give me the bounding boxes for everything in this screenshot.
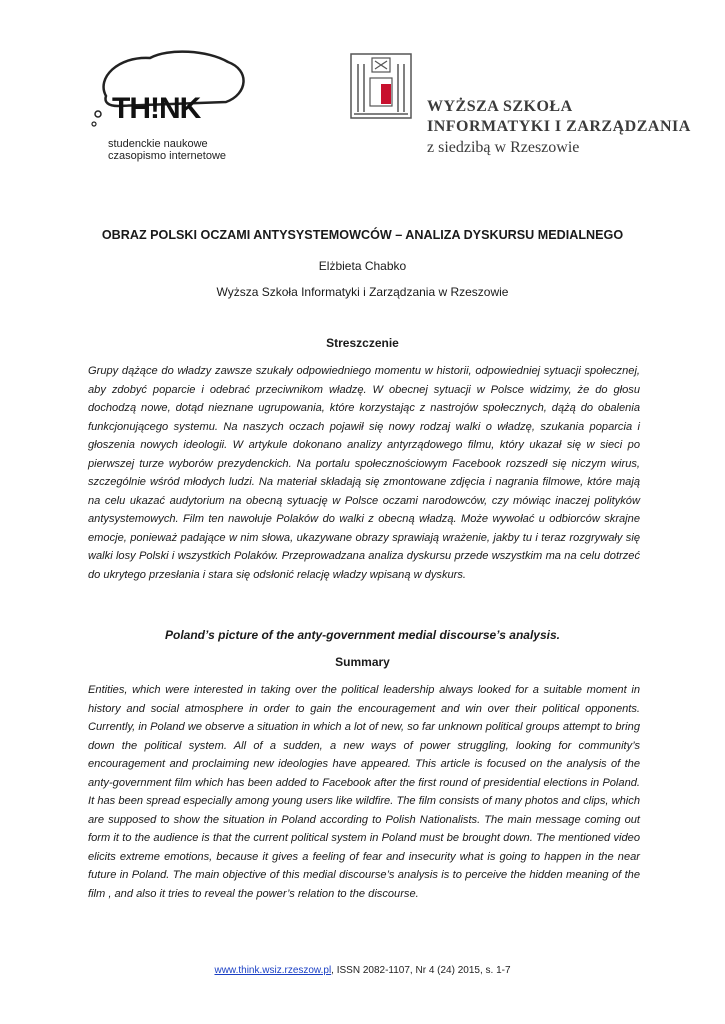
- paper-author: Elżbieta Chabko: [318, 259, 407, 273]
- wsiz-name-line-2: INFORMATYKI I ZARZĄDZANIA: [427, 118, 691, 135]
- citation-text: , ISSN 2082-1107, Nr 4 (24) 2015, s. 1-7: [331, 965, 511, 976]
- page-footer: [0, 965, 725, 976]
- think-logo-subtitle-1: studenckie naukowe: [108, 138, 208, 150]
- think-logo-title: TH!NK: [112, 92, 201, 125]
- journal-link[interactable]: www.think.wsiz.rzeszow.pl: [214, 965, 332, 976]
- wsiz-name-line-3: z siedzibą w Rzeszowie: [427, 139, 580, 156]
- paper-title: OBRAZ POLSKI OCZAMI ANTYSYSTEMOWCÓW – ANALIZA DYSKURSU MEDIALNEGO: [101, 228, 624, 242]
- abstract-pl-text: Grupy dążące do władzy zawsze szukały odpowiedniego momentu w historii, odpowiedniej sytuacji społecznej, aby zdobyć poparcie i odebrać przeciwnikom władzę. W obecnej sytuacji w Polsce widzimy, że do głosu dochodzą nowe, dotąd nieznane ugrupowania, które korzystając z nastrojów społecznych, dążą do obalenia funkcjonującego systemu. Na naszych oczach pojawił się nowy rodzaj walki o władzę, szukania poparcia i głoszenia nowych ideologii. W artykule dokonano analizy antyrządowego filmu, który ukazał się w sieci po pierwszej turze wyborów prezydenckich. Na portalu społecznościowym Facebook rozszedł się niczym wirus, szczególnie wśród młodych ludzi. Na materiał składają się zmontowane zdjęcia i nagrania filmowe, które mają na celu ukazać audytorium na obecną sytuację w Polsce oczami narodowców, czy mówiąc inaczej polityków antysystemowych. Film ten nawołuje Polaków do walki z obecną władzą. Może wywołać u odbiorców skrajne emocje, ponieważ padające w nim słowa, ukazywane obrazy sprawiają wrażenie, jakby tu i teraz rozgrywały się walki losy Polski i wszystkich Polaków. Przeprowadzana analiza dyskursu przede wszystkim ma na celu dotrzeć do ukrytego przesłania i stara się odsłonić relację władzy wpisaną w dyskurs.: [88, 365, 640, 581]
- think-logo-subtitle-2: czasopismo internetowe: [108, 150, 227, 162]
- paper-affiliation: Wyższa Szkoła Informatyki i Zarządzania w Rzeszowie: [216, 285, 509, 299]
- abstract-en-heading: Summary: [335, 655, 390, 669]
- wsiz-name-line-1: WYŻSZA SZKOŁA: [427, 98, 573, 115]
- university-emblem-icon: [350, 52, 412, 122]
- english-title: Poland’s picture of the anty-government medial discourse’s analysis.: [164, 628, 560, 642]
- abstract-pl-heading: Streszczenie: [326, 336, 399, 350]
- abstract-en-text: Entities, which were interested in taking over the political leadership always looked for a suitable moment in history and social atmosphere in order to gain the encouragement and win over their political opponents. Currently, in Poland we observe a situation in which a lot of new, so far unknown political groups attempt to bring down the political system. All of a sudden, a new ways of power struggling, looking for community’s encouragement and proclaiming new ideologies have appeared. This article is focused on the analysis of the anty-government film which has been added to Facebook after the first round of presidential elections in Poland. It has been spread especially among young users like wildfire. The film consists of many photos and clips, which are supposed to show the situation in Poland according to Polish Nationalists. The main message coming out form it to the audience is that the current political system in Poland must be brought down. The mentioned video elicits extreme emotions, because it gives a feeling of fear and insecurity what is going to happen in the near future in Poland. The main objective of this medial discourse’s analysis is to perceive the hidden meaning of the film , and also it tries to reveal the power’s relation to the discourse.: [88, 684, 640, 900]
- page-header: [0, 40, 725, 162]
